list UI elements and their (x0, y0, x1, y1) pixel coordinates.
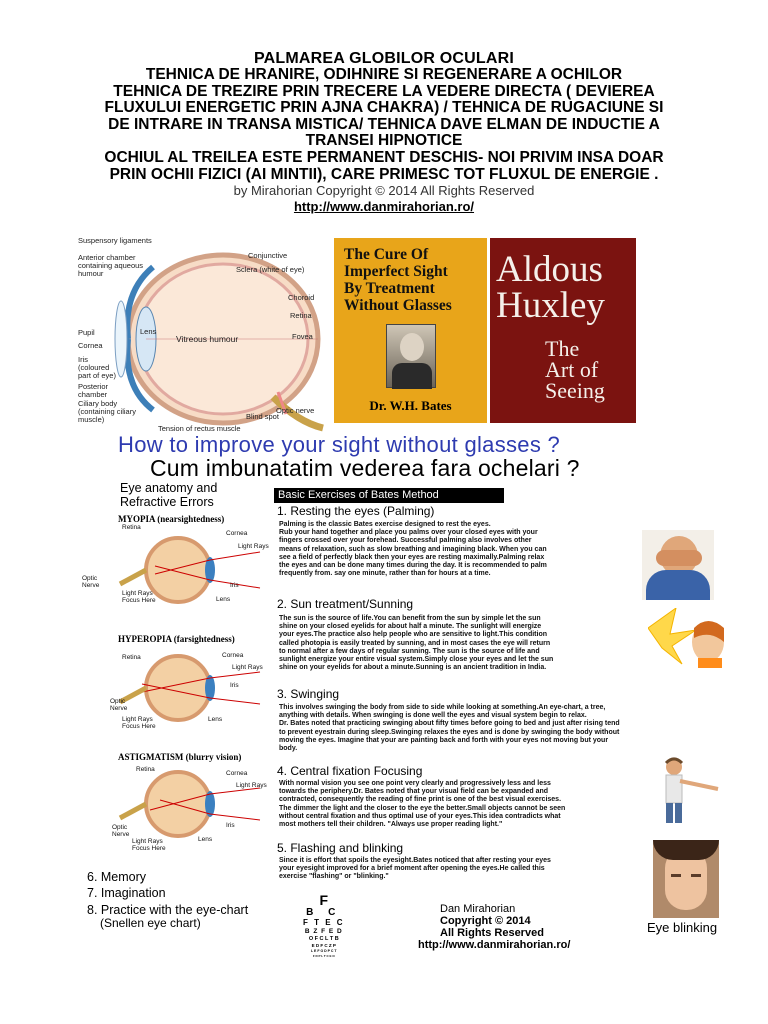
snellen-row: F T E C (303, 918, 345, 927)
label-blind-spot: Blind spot (246, 412, 279, 421)
hyperopia-title: HYPEROPIA (farsightedness) (118, 634, 235, 644)
exercise-2-text: The sun is the source of life.You can benefit from the sun by simple let the sun shine on your closed eyelids for about half a minute. The sunlight will energize your eyes.The practice also help people who are sensitive to light.This condition called photopia is easily treated by sunning, and in most cases the eye will return to normal after a few days of regular sunning. The sun is the source of life and sunlight energize your entire visual system.Simply close your eyes and let the sun shine on your eyelids for about a minute.Sunning is an ancient tradition in India. (279, 615, 554, 672)
bates-book-author: Dr. W.H. Bates (369, 398, 452, 413)
subtitle-line: TEHNICA DE TREZIRE PRIN TRECERE LA VEDERE DIRECTA ( DEVIEREA (113, 82, 655, 100)
astigmatism-optic-nerve-label: Optic Nerve (112, 824, 130, 838)
label-vitreous-humour: Vitreous humour (176, 334, 239, 344)
copyright-author: Dan Mirahorian (440, 903, 516, 915)
sunning-illustration (648, 608, 728, 668)
astigmatism-focus-label: Light Rays Focus Here (132, 838, 166, 852)
exercise-4-text: With normal vision you see one point very clearly and progressively less and less towards the periphery.Dr. Bates noted that your visual field can be expanded and contracted, consequently the reading of fine print is one of the best visual exercises. The dimmer the light and the closer to the eye the better.Small objects cannot be seen without central fixation and thus optimal use of your eyes.This idea contradicts what most mothers tell their children. "Always use proper reading light." (279, 780, 566, 829)
myopia-retina-label: Retina (122, 524, 141, 531)
list-item-memory: 6. Memory (87, 870, 147, 884)
subtitle-line: FLUXULUI ENERGETIC PRIN AJNA CHAKRA) / TEHNICA DE RUGACIUNE SI (104, 99, 664, 117)
astigmatism-cornea-label: Cornea (226, 770, 248, 777)
hyperopia-retina-label: Retina (122, 654, 141, 661)
huxley-book-title: The Art of Seeing (545, 336, 605, 403)
snellen-row: E D F C Z P (311, 943, 336, 948)
subtitle-line: DE INTRARE IN TRANSA MISTICA/ TEHNICA DAVE ELMAN DE INDUCTIE A (108, 115, 660, 133)
copyright-year: Copyright © 2014 (440, 915, 531, 927)
copyright-url[interactable]: http://www.danmirahorian.ro/ (418, 939, 571, 951)
huxley-book-author: Aldous Huxley (496, 249, 605, 326)
myopia-title: MYOPIA (nearsightedness) (118, 514, 225, 524)
snellen-row: B C (306, 907, 342, 918)
hyperopia-lens-label: Lens (208, 716, 223, 723)
snellen-row: B Z F E D (304, 928, 343, 935)
label-pupil: Pupil (78, 328, 95, 337)
hyperopia-focus-label: Light Rays Focus Here (122, 716, 156, 730)
exercise-2-title: 2. Sun treatment/Sunning (277, 597, 414, 611)
refractive-errors-title: Eye anatomy and Refractive Errors (120, 481, 218, 509)
myopia-eye-icon (80, 512, 270, 607)
label-posterior-chamber: Posterior chamber (78, 382, 109, 399)
list-item-imagination: 7. Imagination (87, 886, 166, 900)
exercise-4-title: 4. Central fixation Focusing (277, 764, 423, 778)
subtitle-line: OCHIUL AL TREILEA ESTE PERMANENT DESCHIS- NOI PRIVIM INSA DOAR (104, 148, 664, 166)
website-link[interactable]: http://www.danmirahorian.ro/ (293, 199, 475, 215)
snellen-row: F (319, 892, 329, 908)
headline-romanian: Cum imbunatatim vederea fara ochelari ? (150, 455, 580, 481)
label-fovea: Fovea (292, 332, 313, 341)
label-iris: Iris (coloured part of eye) (78, 355, 116, 380)
list-item-eye-chart: 8. Practice with the eye-chart (87, 903, 249, 917)
astigmatism-lens-label: Lens (198, 836, 213, 843)
myopia-iris-label: Iris (230, 582, 239, 589)
swinging-photo (656, 755, 726, 825)
snellen-chart (303, 893, 345, 958)
sun-icon (648, 608, 728, 668)
palming-photo (642, 530, 714, 600)
copyright-block (418, 903, 618, 951)
astigmatism-title: ASTIGMATISM (blurry vision) (118, 752, 242, 762)
exercise-5-title: 5. Flashing and blinking (277, 841, 404, 855)
label-lens: Lens (140, 327, 157, 336)
label-cornea: Cornea (78, 341, 103, 350)
subtitle-line: TRANSEI HIPNOTICE (305, 132, 463, 150)
label-suspensory-ligaments: Suspensory ligaments (78, 236, 152, 245)
snellen-row: O F C L T B (308, 936, 339, 942)
exercise-5-text: Since it is effort that spoils the eyesight.Bates noticed that after resting your eyes your eyesight improved for a brief moment after opening the eyes.He called this exercise "flashing" or "blinking." (279, 857, 551, 881)
copyright-rights: All Rights Reserved (440, 927, 544, 939)
exercise-3-text: This involves swinging the body from side to side while looking at something.An eye-chart, a tree, anything with details. When swinging is done well the eyes and visual system begin to relax. Dr. Bates noted that practicing swinging about fifty times before going to bed and just after rising tend to prevent eyestrain during sleep.Swinging relaxes the eyes and is done by swinging the body without moving the eyes. Imagine that your are painting back and forth with your eyes not moving but your body. (279, 704, 620, 753)
snellen-row: F D P L T C E O (312, 954, 335, 958)
myopia-optic-nerve-label: Optic Nerve (82, 575, 100, 589)
page-title: PALMAREA GLOBILOR OCULARI (253, 50, 515, 67)
exercise-3-title: 3. Swinging (277, 687, 340, 701)
hyperopia-diagram (80, 632, 270, 730)
byline: by Mirahorian Copyright © 2014 All Rights Reserved (233, 183, 535, 199)
label-retina: Retina (290, 311, 312, 320)
hyperopia-eye-icon (80, 632, 270, 727)
eye-anatomy-diagram (78, 232, 328, 437)
eye-blinking-photo (653, 840, 719, 918)
eye-blinking-caption: Eye blinking (647, 920, 718, 935)
page-header (0, 50, 768, 215)
hyperopia-cornea-label: Cornea (222, 652, 244, 659)
list-item-snellen: (Snellen eye chart) (100, 916, 201, 930)
astigmatism-light-rays-label: Light Rays (236, 782, 267, 789)
hyperopia-light-rays-label: Light Rays (232, 664, 263, 671)
label-optic-nerve: Optic nerve (276, 406, 315, 415)
snellen-row: L E F O D P C T (311, 949, 337, 953)
myopia-lens-label: Lens (216, 596, 231, 603)
exercise-1-text: Palming is the classic Bates exercise designed to rest the eyes. Rub your hand together and place you palms over your closed eyes with your fingers crossed over your forehead. Successful palming also involves other means of relaxation, such as slow breathing and imagining black. When you can see a field of perfectly black then your eyes are resting maximally.Palming relax the eyes and can be done many times during the day. It is recommended to palm frequently from. say one minute, rather than for hours at a time. (279, 521, 547, 578)
exercises-heading: Basic Exercises of Bates Method (274, 488, 504, 503)
person-swinging-icon (656, 755, 726, 825)
bates-portrait (386, 324, 436, 388)
hyperopia-iris-label: Iris (230, 682, 239, 689)
label-choroid: Choroid (288, 293, 315, 302)
myopia-diagram (80, 512, 270, 607)
label-ciliary-body: Ciliary body (containing ciliary muscle) (78, 399, 136, 424)
astigmatism-retina-label: Retina (136, 766, 155, 773)
huxley-book-cover (490, 238, 636, 423)
label-sclera: Sclera (white of eye) (236, 265, 305, 274)
bates-book-title: The Cure Of Imperfect Sight By Treatment Without Glasses (344, 246, 452, 314)
astigmatism-eye-icon (80, 752, 270, 857)
label-conjunctiva: Conjunctive (248, 251, 288, 260)
bates-book-cover (334, 238, 487, 423)
label-anterior-chamber: Anterior chamber containing aqueous humour (78, 253, 144, 278)
subtitle-line: PRIN OCHII FIZICI (AI MINTII), CARE PRIMESC TOT FLUXUL DE ENERGIE . (109, 165, 659, 183)
myopia-cornea-label: Cornea (226, 530, 248, 537)
myopia-light-rays-label: Light Rays (238, 543, 269, 550)
headline-english: How to improve your sight without glasses ? (118, 432, 561, 457)
astigmatism-iris-label: Iris (226, 822, 235, 829)
subtitle-line: TEHNICA DE HRANIRE, ODIHNIRE SI REGENERARE A OCHILOR (145, 66, 623, 83)
hyperopia-optic-nerve-label: Optic Nerve (110, 698, 128, 712)
myopia-focus-label: Light Rays Focus Here (122, 590, 156, 604)
astigmatism-diagram (80, 752, 270, 857)
label-tension-rectus: Tension of rectus muscle (158, 424, 241, 433)
exercise-1-title: 1. Resting the eyes (Palming) (277, 504, 435, 518)
